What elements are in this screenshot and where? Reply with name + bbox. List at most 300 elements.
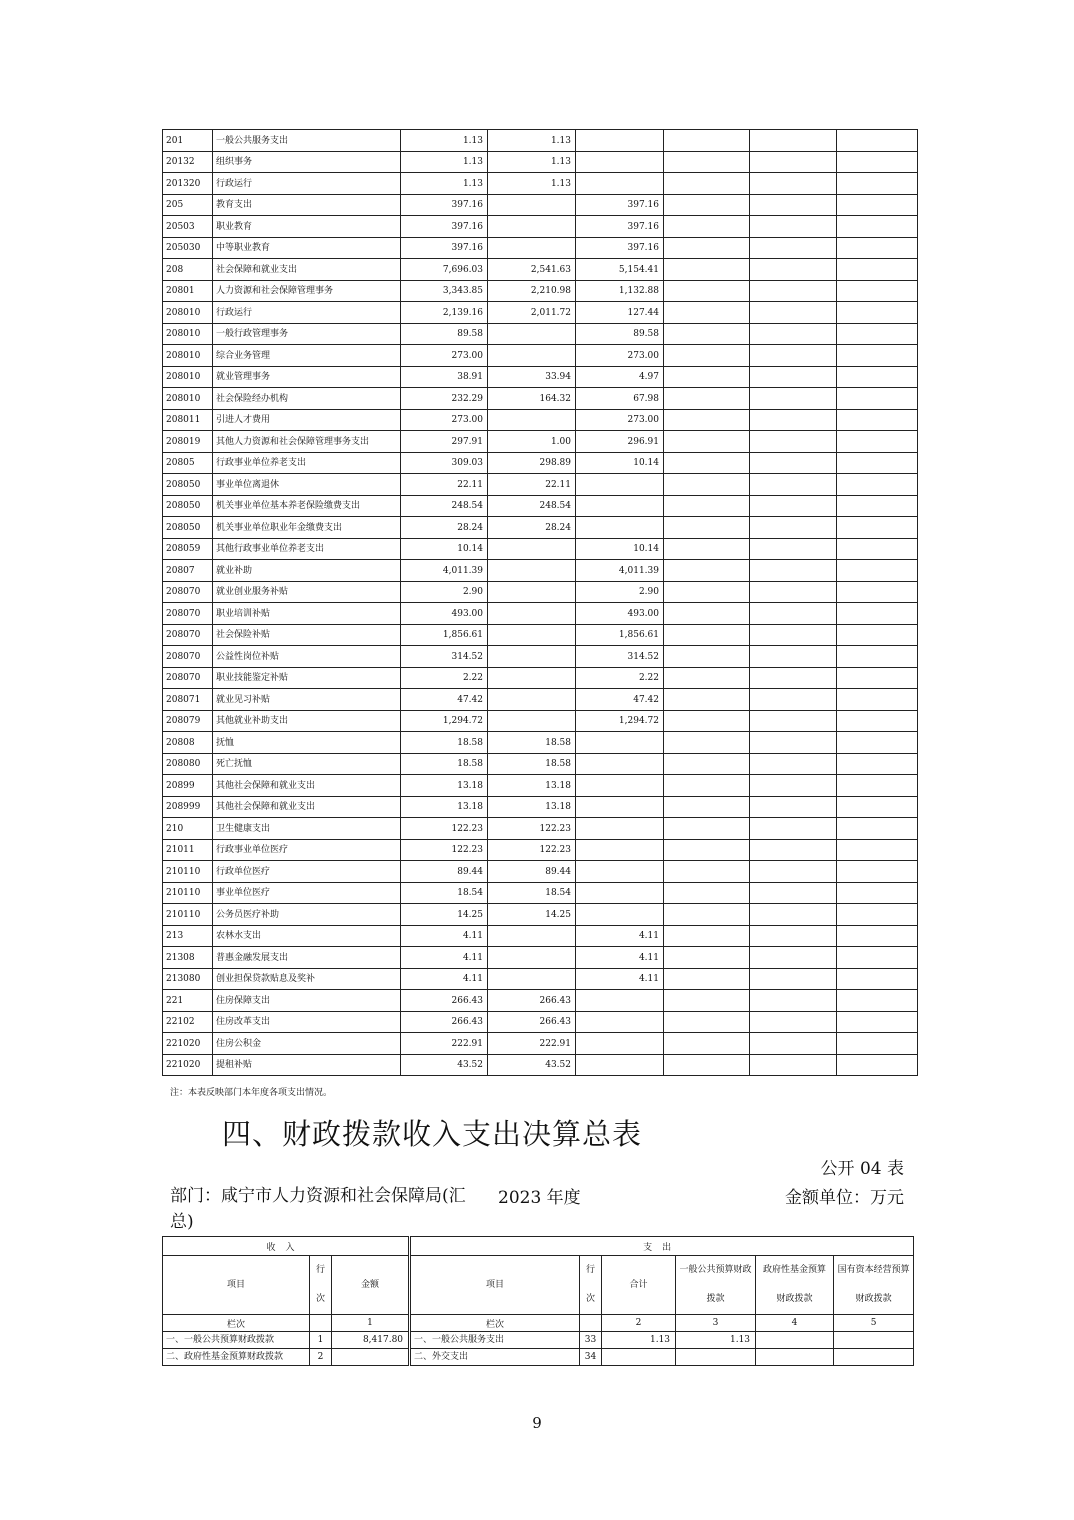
item-name-cell: 农林水支出	[213, 925, 401, 947]
total-cell: 1.13	[401, 151, 488, 173]
empty-cell	[750, 904, 837, 926]
basic-expense-cell: 266.43	[488, 990, 576, 1012]
basic-expense-cell	[488, 345, 576, 367]
table-note: 注：本表反映部门本年度各项支出情况。	[170, 1088, 333, 1098]
empty-cell	[750, 839, 837, 861]
table-row	[163, 603, 918, 625]
item-name-cell: 教育支出	[213, 194, 401, 216]
basic-expense-cell	[488, 646, 576, 668]
project-expense-cell	[576, 151, 664, 173]
index-3: 3	[676, 1315, 756, 1332]
empty-cell	[837, 151, 918, 173]
empty-cell	[837, 732, 918, 754]
empty-cell	[750, 151, 837, 173]
empty-cell	[837, 861, 918, 883]
total-cell: 13.18	[401, 775, 488, 797]
empty-cell	[664, 624, 750, 646]
item-name-cell: 就业管理事务	[213, 366, 401, 388]
code-cell: 213080	[163, 968, 213, 990]
empty-cell	[837, 646, 918, 668]
empty-cell	[750, 1054, 837, 1076]
item-name-cell: 其他社会保障和就业支出	[213, 775, 401, 797]
code-cell: 208050	[163, 474, 213, 496]
empty-cell	[837, 796, 918, 818]
project-expense-cell	[576, 753, 664, 775]
index-1: 1	[332, 1315, 410, 1332]
basic-expense-cell: 18.54	[488, 882, 576, 904]
expense-header: 支出	[410, 1237, 914, 1256]
total-value: 1.13	[602, 1332, 676, 1349]
empty-cell	[750, 796, 837, 818]
project-expense-cell: 397.16	[576, 194, 664, 216]
empty-cell	[664, 431, 750, 453]
total-cell: 2.90	[401, 581, 488, 603]
empty-cell	[664, 173, 750, 195]
item-name-cell: 就业创业服务补贴	[213, 581, 401, 603]
code-cell: 210110	[163, 861, 213, 883]
item-name-cell: 就业见习补贴	[213, 689, 401, 711]
code-cell: 208070	[163, 581, 213, 603]
project-expense-cell	[576, 775, 664, 797]
empty-cell	[750, 947, 837, 969]
empty-cell	[664, 603, 750, 625]
empty-cell	[750, 495, 837, 517]
item-name-cell: 卫生健康支出	[213, 818, 401, 840]
gov-fund-value	[756, 1332, 834, 1349]
table-row	[163, 947, 918, 969]
total-value	[602, 1349, 676, 1366]
empty-cell	[750, 452, 837, 474]
form-number: 公开 04 表	[820, 1159, 904, 1179]
project-expense-cell: 2.22	[576, 667, 664, 689]
basic-expense-cell	[488, 560, 576, 582]
empty-cell	[750, 581, 837, 603]
project-expense-cell	[576, 1054, 664, 1076]
basic-expense-cell: 164.32	[488, 388, 576, 410]
total-cell: 397.16	[401, 194, 488, 216]
empty-cell	[750, 130, 837, 152]
empty-cell	[750, 689, 837, 711]
empty-cell	[664, 151, 750, 173]
table-row	[163, 194, 918, 216]
empty-cell	[837, 173, 918, 195]
project-expense-cell: 314.52	[576, 646, 664, 668]
total-cell: 493.00	[401, 603, 488, 625]
total-cell: 18.54	[401, 882, 488, 904]
project-expense-cell: 4.11	[576, 925, 664, 947]
income-amount	[332, 1349, 410, 1366]
project-expense-cell: 1,856.61	[576, 624, 664, 646]
total-cell: 7,696.03	[401, 259, 488, 281]
item-name-cell: 公益性岗位补贴	[213, 646, 401, 668]
basic-expense-cell	[488, 216, 576, 238]
empty-cell	[837, 409, 918, 431]
project-expense-cell: 4.11	[576, 968, 664, 990]
basic-expense-cell	[488, 968, 576, 990]
empty-cell	[837, 667, 918, 689]
empty-cell	[664, 130, 750, 152]
total-cell: 47.42	[401, 689, 488, 711]
code-cell: 201320	[163, 173, 213, 195]
code-cell: 210110	[163, 882, 213, 904]
empty-cell	[837, 904, 918, 926]
empty-cell	[664, 904, 750, 926]
project-expense-cell	[576, 517, 664, 539]
code-cell: 208011	[163, 409, 213, 431]
total-cell: 397.16	[401, 216, 488, 238]
empty-cell	[664, 216, 750, 238]
page-number: 9	[532, 1414, 542, 1432]
project-expense-cell: 5,154.41	[576, 259, 664, 281]
total-cell: 266.43	[401, 990, 488, 1012]
table-row	[163, 452, 918, 474]
total-cell: 397.16	[401, 237, 488, 259]
total-cell: 297.91	[401, 431, 488, 453]
empty-cell	[750, 366, 837, 388]
empty-cell	[837, 366, 918, 388]
total-cell: 2,139.16	[401, 302, 488, 324]
empty-cell	[750, 173, 837, 195]
total-cell: 22.11	[401, 474, 488, 496]
income-item: 一、一般公共预算财政拨款	[163, 1332, 310, 1349]
project-expense-cell: 4.97	[576, 366, 664, 388]
total-cell: 38.91	[401, 366, 488, 388]
section-heading: 四、财政拨款收入支出决算总表	[222, 1117, 643, 1151]
empty-cell	[664, 194, 750, 216]
empty-cell	[664, 1011, 750, 1033]
item-name-cell: 普惠金融发展支出	[213, 947, 401, 969]
item-name-cell: 住房公积金	[213, 1033, 401, 1055]
project-expense-cell	[576, 839, 664, 861]
empty-cell	[664, 990, 750, 1012]
basic-expense-cell	[488, 323, 576, 345]
total-cell: 222.91	[401, 1033, 488, 1055]
basic-expense-cell: 28.24	[488, 517, 576, 539]
basic-expense-cell: 2,011.72	[488, 302, 576, 324]
total-cell: 232.29	[401, 388, 488, 410]
empty-cell	[664, 753, 750, 775]
code-cell: 208050	[163, 517, 213, 539]
income-item-header: 项目	[163, 1256, 310, 1315]
table-row	[163, 538, 918, 560]
table-row	[163, 710, 918, 732]
table-row	[163, 517, 918, 539]
empty-cell	[750, 710, 837, 732]
basic-expense-cell	[488, 667, 576, 689]
code-cell: 221020	[163, 1054, 213, 1076]
code-cell: 205	[163, 194, 213, 216]
empty-cell	[750, 388, 837, 410]
empty-cell	[664, 345, 750, 367]
empty-cell	[837, 818, 918, 840]
empty-cell	[750, 990, 837, 1012]
code-cell: 213	[163, 925, 213, 947]
basic-expense-cell: 22.11	[488, 474, 576, 496]
empty-cell	[837, 968, 918, 990]
empty-cell	[837, 495, 918, 517]
table-row	[163, 388, 918, 410]
item-name-cell: 引进人才费用	[213, 409, 401, 431]
item-name-cell: 行政单位医疗	[213, 861, 401, 883]
index-4: 4	[756, 1315, 834, 1332]
project-expense-cell: 1,132.88	[576, 280, 664, 302]
empty-cell	[750, 603, 837, 625]
table-row	[163, 259, 918, 281]
total-cell: 4.11	[401, 947, 488, 969]
code-cell: 208050	[163, 495, 213, 517]
item-name-cell: 抚恤	[213, 732, 401, 754]
general-value: 1.13	[676, 1332, 756, 1349]
empty-cell	[750, 237, 837, 259]
table-row	[163, 1054, 918, 1076]
basic-expense-cell: 1.13	[488, 173, 576, 195]
empty-cell	[750, 216, 837, 238]
empty-cell	[837, 280, 918, 302]
project-expense-cell: 10.14	[576, 538, 664, 560]
basic-expense-cell: 43.52	[488, 1054, 576, 1076]
empty-cell	[664, 646, 750, 668]
code-cell: 210	[163, 818, 213, 840]
item-name-cell: 其他人力资源和社会保障管理事务支出	[213, 431, 401, 453]
project-expense-cell: 47.42	[576, 689, 664, 711]
total-cell: 4.11	[401, 925, 488, 947]
basic-expense-cell	[488, 194, 576, 216]
table-row	[163, 345, 918, 367]
project-expense-cell: 10.14	[576, 452, 664, 474]
item-name-cell: 职业培训补贴	[213, 603, 401, 625]
item-name-cell: 社会保险经办机构	[213, 388, 401, 410]
income-line-header: 行次	[310, 1256, 332, 1315]
table-row	[163, 1033, 918, 1055]
total-cell: 309.03	[401, 452, 488, 474]
project-expense-cell: 1,294.72	[576, 710, 664, 732]
empty-cell	[664, 689, 750, 711]
code-cell: 20801	[163, 280, 213, 302]
empty-cell	[750, 194, 837, 216]
item-name-cell: 公务员医疗补助	[213, 904, 401, 926]
empty-cell	[837, 431, 918, 453]
empty-cell	[664, 839, 750, 861]
item-name-cell: 行政事业单位养老支出	[213, 452, 401, 474]
empty-cell	[750, 753, 837, 775]
empty-cell	[664, 538, 750, 560]
empty-cell	[664, 667, 750, 689]
code-cell: 210110	[163, 904, 213, 926]
basic-expense-cell: 14.25	[488, 904, 576, 926]
total-cell: 43.52	[401, 1054, 488, 1076]
empty-cell	[664, 409, 750, 431]
empty-cell	[837, 882, 918, 904]
project-expense-cell	[576, 796, 664, 818]
project-expense-cell	[576, 495, 664, 517]
state-capital-value	[834, 1349, 914, 1366]
table-row	[163, 237, 918, 259]
project-expense-cell	[576, 904, 664, 926]
total-cell: 273.00	[401, 409, 488, 431]
total-cell: 266.43	[401, 1011, 488, 1033]
table-row	[163, 302, 918, 324]
empty-cell	[750, 280, 837, 302]
empty-cell	[664, 818, 750, 840]
empty-cell	[750, 1011, 837, 1033]
empty-cell	[664, 517, 750, 539]
code-cell: 20132	[163, 151, 213, 173]
basic-expense-cell: 33.94	[488, 366, 576, 388]
basic-expense-cell	[488, 603, 576, 625]
income-amount-header: 金额	[332, 1256, 410, 1315]
basic-expense-cell	[488, 581, 576, 603]
table-row	[163, 1011, 918, 1033]
general-value	[676, 1349, 756, 1366]
empty-cell	[664, 302, 750, 324]
empty-cell	[750, 646, 837, 668]
empty-cell	[837, 1011, 918, 1033]
basic-expense-cell: 248.54	[488, 495, 576, 517]
project-expense-cell	[576, 818, 664, 840]
project-expense-cell	[576, 1011, 664, 1033]
table-row	[163, 1332, 914, 1349]
empty-cell	[750, 323, 837, 345]
empty-cell	[664, 968, 750, 990]
basic-expense-cell	[488, 710, 576, 732]
code-cell: 208999	[163, 796, 213, 818]
empty-cell	[837, 452, 918, 474]
code-cell: 208070	[163, 646, 213, 668]
empty-cell	[750, 968, 837, 990]
empty-cell	[750, 882, 837, 904]
expense-line: 33	[580, 1332, 602, 1349]
basic-expense-cell: 18.58	[488, 732, 576, 754]
table-row	[163, 818, 918, 840]
empty-cell	[837, 753, 918, 775]
empty-cell	[837, 839, 918, 861]
project-expense-cell: 2.90	[576, 581, 664, 603]
code-cell: 208070	[163, 667, 213, 689]
project-expense-cell	[576, 1033, 664, 1055]
item-name-cell: 机关事业单位基本养老保险缴费支出	[213, 495, 401, 517]
empty-cell	[664, 1054, 750, 1076]
item-name-cell: 社会保险补贴	[213, 624, 401, 646]
total-cell: 122.23	[401, 818, 488, 840]
basic-expense-cell: 2,210.98	[488, 280, 576, 302]
empty-cell	[837, 302, 918, 324]
code-cell: 205030	[163, 237, 213, 259]
basic-expense-cell: 13.18	[488, 775, 576, 797]
item-name-cell: 行政事业单位医疗	[213, 839, 401, 861]
basic-expense-cell	[488, 689, 576, 711]
empty-cell	[837, 259, 918, 281]
table-row	[163, 581, 918, 603]
empty-cell	[750, 624, 837, 646]
empty-cell	[750, 538, 837, 560]
expense-line: 34	[580, 1349, 602, 1366]
total-cell: 18.58	[401, 732, 488, 754]
code-cell: 208071	[163, 689, 213, 711]
code-cell: 21011	[163, 839, 213, 861]
table-row	[163, 667, 918, 689]
total-cell: 3,343.85	[401, 280, 488, 302]
empty-cell	[837, 775, 918, 797]
empty-cell	[837, 388, 918, 410]
expense-item: 一、一般公共服务支出	[410, 1332, 580, 1349]
state-capital-value	[834, 1332, 914, 1349]
empty-cell	[837, 581, 918, 603]
project-expense-cell: 67.98	[576, 388, 664, 410]
income-amount: 8,417.80	[332, 1332, 410, 1349]
item-name-cell: 职业教育	[213, 216, 401, 238]
code-cell: 208080	[163, 753, 213, 775]
basic-expense-cell	[488, 538, 576, 560]
item-name-cell: 职业技能鉴定补贴	[213, 667, 401, 689]
table-row	[163, 560, 918, 582]
empty-cell	[664, 560, 750, 582]
total-cell: 4.11	[401, 968, 488, 990]
empty-cell	[837, 689, 918, 711]
empty-cell	[750, 861, 837, 883]
expense-index-label: 栏次	[410, 1315, 580, 1332]
code-cell: 201	[163, 130, 213, 152]
table-row	[163, 882, 918, 904]
empty-cell	[837, 216, 918, 238]
empty-cell	[837, 538, 918, 560]
total-cell: 248.54	[401, 495, 488, 517]
gov-fund-value	[756, 1349, 834, 1366]
general-budget-header: 一般公共预算财政拨款	[676, 1256, 756, 1315]
table-row	[163, 925, 918, 947]
item-name-cell: 事业单位离退休	[213, 474, 401, 496]
fiscal-year: 2023 年度	[498, 1188, 581, 1208]
code-cell: 221	[163, 990, 213, 1012]
basic-expense-cell: 89.44	[488, 861, 576, 883]
code-cell: 208079	[163, 710, 213, 732]
table-row	[163, 173, 918, 195]
empty-cell	[750, 302, 837, 324]
code-cell: 208059	[163, 538, 213, 560]
basic-expense-cell: 18.58	[488, 753, 576, 775]
index-cell	[310, 1315, 332, 1332]
table-row	[163, 839, 918, 861]
table-row	[163, 1349, 914, 1366]
basic-expense-cell: 266.43	[488, 1011, 576, 1033]
table-row	[163, 990, 918, 1012]
basic-expense-cell: 1.13	[488, 151, 576, 173]
index-cell	[580, 1315, 602, 1332]
empty-cell	[750, 431, 837, 453]
state-capital-header: 国有资本经营预算财政拨款	[834, 1256, 914, 1315]
total-cell: 89.44	[401, 861, 488, 883]
income-line: 1	[310, 1332, 332, 1349]
project-expense-cell: 397.16	[576, 216, 664, 238]
index-5: 5	[834, 1315, 914, 1332]
table-row	[163, 796, 918, 818]
project-expense-cell	[576, 882, 664, 904]
empty-cell	[664, 1033, 750, 1055]
code-cell: 208010	[163, 323, 213, 345]
table-row	[163, 732, 918, 754]
code-cell: 20805	[163, 452, 213, 474]
code-cell: 208070	[163, 603, 213, 625]
project-expense-cell: 493.00	[576, 603, 664, 625]
total-cell: 18.58	[401, 753, 488, 775]
total-cell: 4,011.39	[401, 560, 488, 582]
empty-cell	[664, 861, 750, 883]
total-cell: 273.00	[401, 345, 488, 367]
table-row	[163, 409, 918, 431]
empty-cell	[664, 925, 750, 947]
item-name-cell: 中等职业教育	[213, 237, 401, 259]
expense-item: 二、外交支出	[410, 1349, 580, 1366]
code-cell: 21308	[163, 947, 213, 969]
